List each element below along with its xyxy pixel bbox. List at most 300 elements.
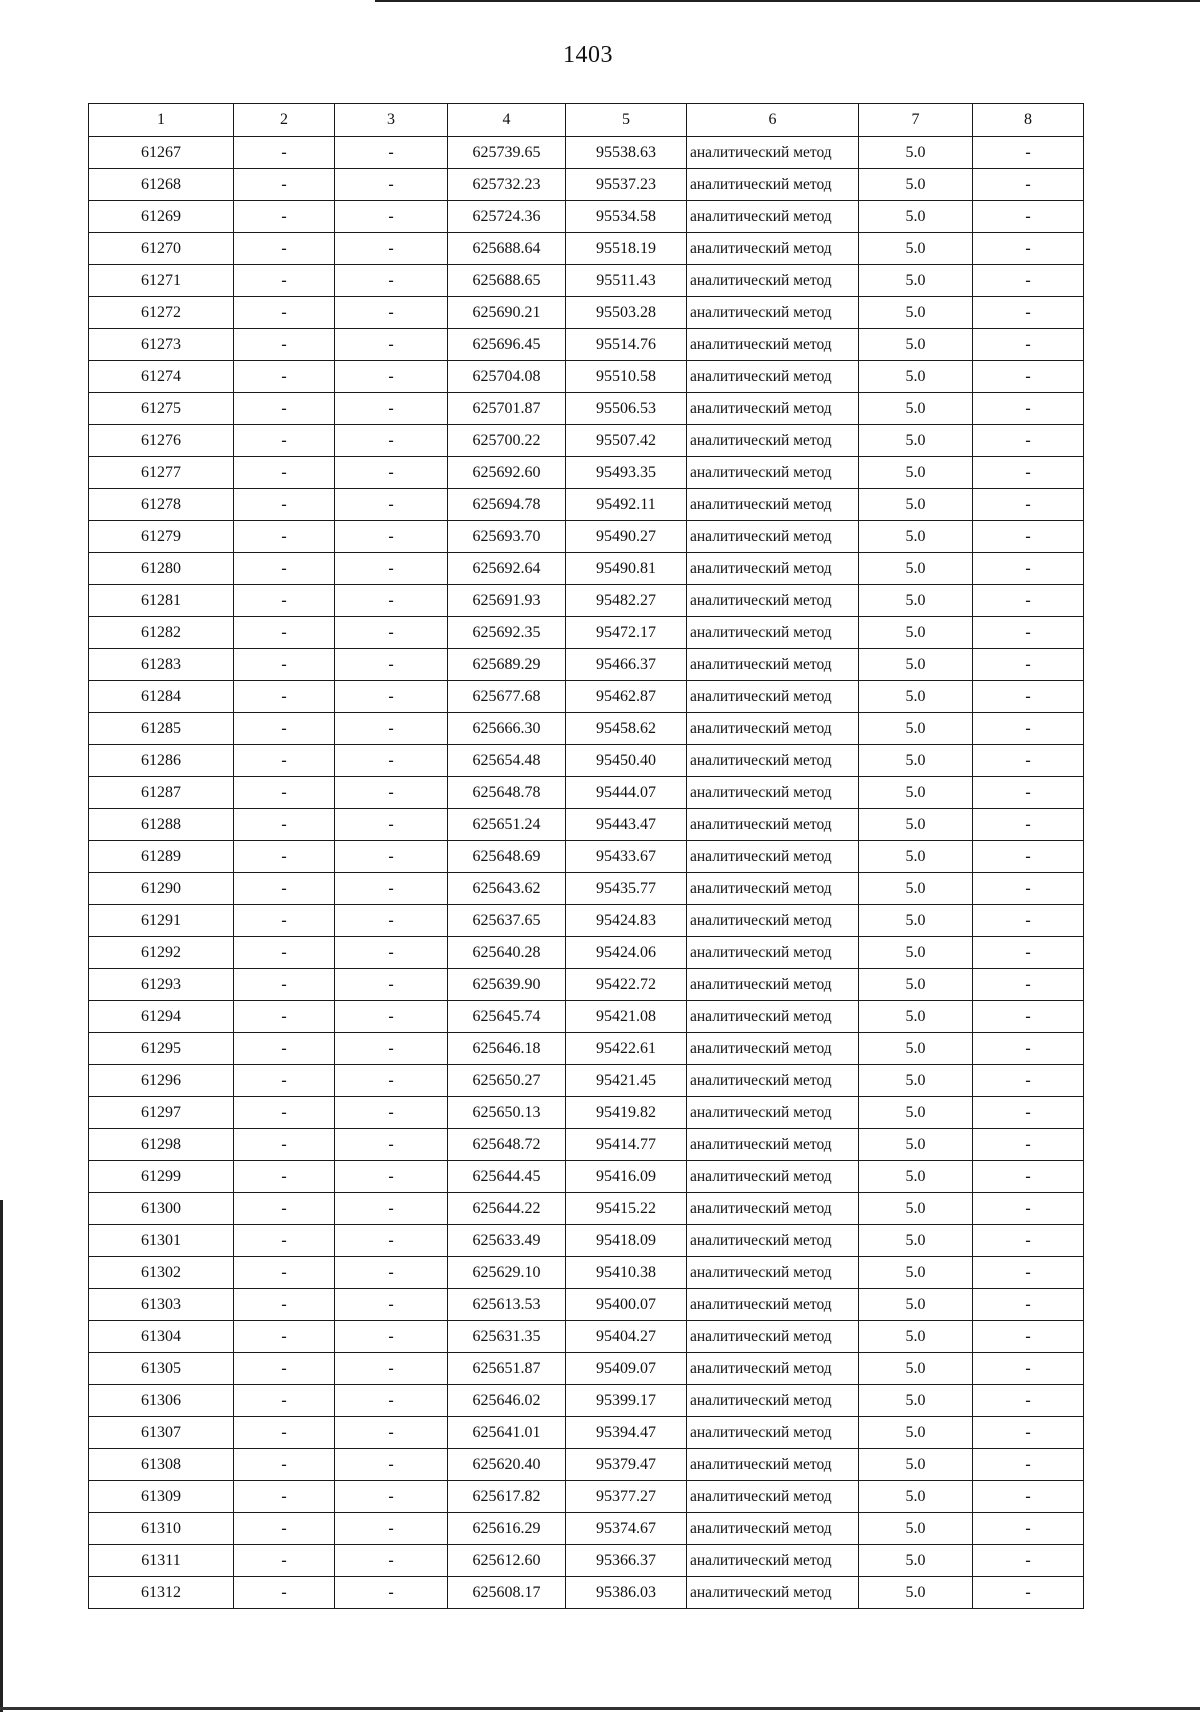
col3-cell: - [335, 937, 448, 969]
col8-cell: - [973, 1577, 1084, 1609]
col8-cell: - [973, 1321, 1084, 1353]
point-number-cell: 61293 [89, 969, 234, 1001]
col3-cell: - [335, 521, 448, 553]
col8-cell: - [973, 1161, 1084, 1193]
y-coordinate-cell: 95374.67 [566, 1513, 687, 1545]
method-cell: аналитический метод [687, 1353, 859, 1385]
col8-cell: - [973, 1097, 1084, 1129]
x-coordinate-cell: 625644.22 [448, 1193, 566, 1225]
x-coordinate-cell: 625633.49 [448, 1225, 566, 1257]
table-row [89, 1449, 1084, 1481]
table-row [89, 681, 1084, 713]
method-cell: аналитический метод [687, 329, 859, 361]
col2-cell: - [234, 137, 335, 169]
method-cell: аналитический метод [687, 1545, 859, 1577]
col8-cell: - [973, 1289, 1084, 1321]
method-cell: аналитический метод [687, 1449, 859, 1481]
column-header: 3 [335, 104, 448, 137]
accuracy-cell: 5.0 [859, 393, 973, 425]
y-coordinate-cell: 95506.53 [566, 393, 687, 425]
x-coordinate-cell: 625617.82 [448, 1481, 566, 1513]
col2-cell: - [234, 681, 335, 713]
y-coordinate-cell: 95492.11 [566, 489, 687, 521]
x-coordinate-cell: 625650.13 [448, 1097, 566, 1129]
accuracy-cell: 5.0 [859, 329, 973, 361]
table-header-row [89, 104, 1084, 137]
col2-cell: - [234, 1193, 335, 1225]
x-coordinate-cell: 625666.30 [448, 713, 566, 745]
method-cell: аналитический метод [687, 841, 859, 873]
y-coordinate-cell: 95444.07 [566, 777, 687, 809]
method-cell: аналитический метод [687, 1161, 859, 1193]
table-body [89, 137, 1084, 1609]
x-coordinate-cell: 625692.35 [448, 617, 566, 649]
col8-cell: - [973, 1065, 1084, 1097]
table-row [89, 777, 1084, 809]
point-number-cell: 61301 [89, 1225, 234, 1257]
point-number-cell: 61279 [89, 521, 234, 553]
col3-cell: - [335, 425, 448, 457]
col3-cell: - [335, 1385, 448, 1417]
point-number-cell: 61274 [89, 361, 234, 393]
table-row [89, 265, 1084, 297]
method-cell: аналитический метод [687, 201, 859, 233]
table-row [89, 745, 1084, 777]
point-number-cell: 61307 [89, 1417, 234, 1449]
x-coordinate-cell: 625650.27 [448, 1065, 566, 1097]
col3-cell: - [335, 1065, 448, 1097]
method-cell: аналитический метод [687, 233, 859, 265]
method-cell: аналитический метод [687, 1481, 859, 1513]
y-coordinate-cell: 95421.45 [566, 1065, 687, 1097]
table-row [89, 297, 1084, 329]
x-coordinate-cell: 625700.22 [448, 425, 566, 457]
point-number-cell: 61282 [89, 617, 234, 649]
point-number-cell: 61309 [89, 1481, 234, 1513]
col3-cell: - [335, 457, 448, 489]
accuracy-cell: 5.0 [859, 169, 973, 201]
col2-cell: - [234, 1545, 335, 1577]
table-row [89, 457, 1084, 489]
column-header: 4 [448, 104, 566, 137]
table-row [89, 1353, 1084, 1385]
col3-cell: - [335, 905, 448, 937]
point-number-cell: 61294 [89, 1001, 234, 1033]
y-coordinate-cell: 95490.81 [566, 553, 687, 585]
point-number-cell: 61306 [89, 1385, 234, 1417]
accuracy-cell: 5.0 [859, 745, 973, 777]
col3-cell: - [335, 841, 448, 873]
col3-cell: - [335, 1321, 448, 1353]
y-coordinate-cell: 95414.77 [566, 1129, 687, 1161]
col8-cell: - [973, 521, 1084, 553]
table-row [89, 1033, 1084, 1065]
col2-cell: - [234, 1257, 335, 1289]
accuracy-cell: 5.0 [859, 905, 973, 937]
y-coordinate-cell: 95377.27 [566, 1481, 687, 1513]
accuracy-cell: 5.0 [859, 553, 973, 585]
scan-edge-bottom [0, 1707, 1200, 1710]
y-coordinate-cell: 95400.07 [566, 1289, 687, 1321]
table-row [89, 233, 1084, 265]
y-coordinate-cell: 95510.58 [566, 361, 687, 393]
x-coordinate-cell: 625608.17 [448, 1577, 566, 1609]
accuracy-cell: 5.0 [859, 361, 973, 393]
method-cell: аналитический метод [687, 649, 859, 681]
col3-cell: - [335, 1513, 448, 1545]
y-coordinate-cell: 95409.07 [566, 1353, 687, 1385]
table-row [89, 393, 1084, 425]
col8-cell: - [973, 393, 1084, 425]
method-cell: аналитический метод [687, 777, 859, 809]
x-coordinate-cell: 625651.87 [448, 1353, 566, 1385]
y-coordinate-cell: 95511.43 [566, 265, 687, 297]
col8-cell: - [973, 1193, 1084, 1225]
col2-cell: - [234, 1225, 335, 1257]
point-number-cell: 61269 [89, 201, 234, 233]
accuracy-cell: 5.0 [859, 1129, 973, 1161]
y-coordinate-cell: 95418.09 [566, 1225, 687, 1257]
accuracy-cell: 5.0 [859, 617, 973, 649]
col8-cell: - [973, 553, 1084, 585]
x-coordinate-cell: 625644.45 [448, 1161, 566, 1193]
point-number-cell: 61311 [89, 1545, 234, 1577]
table-row [89, 969, 1084, 1001]
table-row [89, 809, 1084, 841]
method-cell: аналитический метод [687, 1065, 859, 1097]
method-cell: аналитический метод [687, 1225, 859, 1257]
method-cell: аналитический метод [687, 1577, 859, 1609]
y-coordinate-cell: 95490.27 [566, 521, 687, 553]
col8-cell: - [973, 1385, 1084, 1417]
col2-cell: - [234, 1097, 335, 1129]
table-row [89, 1417, 1084, 1449]
point-number-cell: 61283 [89, 649, 234, 681]
y-coordinate-cell: 95366.37 [566, 1545, 687, 1577]
col3-cell: - [335, 777, 448, 809]
col8-cell: - [973, 1033, 1084, 1065]
method-cell: аналитический метод [687, 1129, 859, 1161]
x-coordinate-cell: 625732.23 [448, 169, 566, 201]
col3-cell: - [335, 393, 448, 425]
col2-cell: - [234, 1065, 335, 1097]
x-coordinate-cell: 625724.36 [448, 201, 566, 233]
col2-cell: - [234, 1449, 335, 1481]
col3-cell: - [335, 137, 448, 169]
y-coordinate-cell: 95493.35 [566, 457, 687, 489]
x-coordinate-cell: 625690.21 [448, 297, 566, 329]
col8-cell: - [973, 361, 1084, 393]
x-coordinate-cell: 625648.72 [448, 1129, 566, 1161]
table-row [89, 361, 1084, 393]
table-row [89, 1193, 1084, 1225]
col8-cell: - [973, 969, 1084, 1001]
col8-cell: - [973, 1481, 1084, 1513]
table-row [89, 1577, 1084, 1609]
table-row [89, 425, 1084, 457]
table-row [89, 1289, 1084, 1321]
col2-cell: - [234, 457, 335, 489]
x-coordinate-cell: 625677.68 [448, 681, 566, 713]
x-coordinate-cell: 625641.01 [448, 1417, 566, 1449]
accuracy-cell: 5.0 [859, 873, 973, 905]
accuracy-cell: 5.0 [859, 425, 973, 457]
point-number-cell: 61304 [89, 1321, 234, 1353]
col2-cell: - [234, 425, 335, 457]
accuracy-cell: 5.0 [859, 1001, 973, 1033]
column-header: 2 [234, 104, 335, 137]
x-coordinate-cell: 625631.35 [448, 1321, 566, 1353]
point-number-cell: 61281 [89, 585, 234, 617]
y-coordinate-cell: 95482.27 [566, 585, 687, 617]
col2-cell: - [234, 969, 335, 1001]
accuracy-cell: 5.0 [859, 1321, 973, 1353]
accuracy-cell: 5.0 [859, 1577, 973, 1609]
method-cell: аналитический метод [687, 425, 859, 457]
col2-cell: - [234, 265, 335, 297]
col8-cell: - [973, 233, 1084, 265]
col8-cell: - [973, 873, 1084, 905]
col2-cell: - [234, 1385, 335, 1417]
method-cell: аналитический метод [687, 905, 859, 937]
method-cell: аналитический метод [687, 937, 859, 969]
col8-cell: - [973, 1545, 1084, 1577]
x-coordinate-cell: 625645.74 [448, 1001, 566, 1033]
method-cell: аналитический метод [687, 1417, 859, 1449]
y-coordinate-cell: 95394.47 [566, 1417, 687, 1449]
col2-cell: - [234, 1001, 335, 1033]
col2-cell: - [234, 361, 335, 393]
x-coordinate-cell: 625691.93 [448, 585, 566, 617]
x-coordinate-cell: 625701.87 [448, 393, 566, 425]
col2-cell: - [234, 201, 335, 233]
point-number-cell: 61272 [89, 297, 234, 329]
col3-cell: - [335, 809, 448, 841]
col2-cell: - [234, 617, 335, 649]
x-coordinate-cell: 625704.08 [448, 361, 566, 393]
point-number-cell: 61299 [89, 1161, 234, 1193]
accuracy-cell: 5.0 [859, 1257, 973, 1289]
method-cell: аналитический метод [687, 1385, 859, 1417]
y-coordinate-cell: 95422.72 [566, 969, 687, 1001]
col3-cell: - [335, 1449, 448, 1481]
col3-cell: - [335, 297, 448, 329]
y-coordinate-cell: 95537.23 [566, 169, 687, 201]
point-number-cell: 61303 [89, 1289, 234, 1321]
y-coordinate-cell: 95424.83 [566, 905, 687, 937]
col2-cell: - [234, 1129, 335, 1161]
col3-cell: - [335, 553, 448, 585]
table-row [89, 585, 1084, 617]
point-number-cell: 61285 [89, 713, 234, 745]
col3-cell: - [335, 1417, 448, 1449]
method-cell: аналитический метод [687, 521, 859, 553]
col8-cell: - [973, 425, 1084, 457]
col2-cell: - [234, 1321, 335, 1353]
method-cell: аналитический метод [687, 1033, 859, 1065]
point-number-cell: 61289 [89, 841, 234, 873]
point-number-cell: 61273 [89, 329, 234, 361]
method-cell: аналитический метод [687, 361, 859, 393]
col2-cell: - [234, 297, 335, 329]
col2-cell: - [234, 1353, 335, 1385]
col2-cell: - [234, 1513, 335, 1545]
x-coordinate-cell: 625739.65 [448, 137, 566, 169]
col2-cell: - [234, 1481, 335, 1513]
accuracy-cell: 5.0 [859, 713, 973, 745]
scan-edge-left [0, 1200, 3, 1712]
y-coordinate-cell: 95433.67 [566, 841, 687, 873]
method-cell: аналитический метод [687, 489, 859, 521]
x-coordinate-cell: 625629.10 [448, 1257, 566, 1289]
table-row [89, 1097, 1084, 1129]
y-coordinate-cell: 95422.61 [566, 1033, 687, 1065]
point-number-cell: 61297 [89, 1097, 234, 1129]
col3-cell: - [335, 1097, 448, 1129]
col2-cell: - [234, 521, 335, 553]
col8-cell: - [973, 265, 1084, 297]
y-coordinate-cell: 95421.08 [566, 1001, 687, 1033]
col8-cell: - [973, 841, 1084, 873]
col2-cell: - [234, 777, 335, 809]
point-number-cell: 61312 [89, 1577, 234, 1609]
accuracy-cell: 5.0 [859, 1481, 973, 1513]
y-coordinate-cell: 95419.82 [566, 1097, 687, 1129]
col8-cell: - [973, 201, 1084, 233]
method-cell: аналитический метод [687, 873, 859, 905]
col8-cell: - [973, 1129, 1084, 1161]
accuracy-cell: 5.0 [859, 489, 973, 521]
col3-cell: - [335, 713, 448, 745]
point-number-cell: 61288 [89, 809, 234, 841]
table-row [89, 169, 1084, 201]
col3-cell: - [335, 233, 448, 265]
x-coordinate-cell: 625640.28 [448, 937, 566, 969]
y-coordinate-cell: 95503.28 [566, 297, 687, 329]
x-coordinate-cell: 625688.65 [448, 265, 566, 297]
accuracy-cell: 5.0 [859, 649, 973, 681]
point-number-cell: 61270 [89, 233, 234, 265]
y-coordinate-cell: 95518.19 [566, 233, 687, 265]
col8-cell: - [973, 745, 1084, 777]
col2-cell: - [234, 1289, 335, 1321]
point-number-cell: 61286 [89, 745, 234, 777]
col2-cell: - [234, 809, 335, 841]
method-cell: аналитический метод [687, 393, 859, 425]
table-row [89, 1545, 1084, 1577]
col8-cell: - [973, 489, 1084, 521]
accuracy-cell: 5.0 [859, 265, 973, 297]
point-number-cell: 61267 [89, 137, 234, 169]
col3-cell: - [335, 1481, 448, 1513]
col3-cell: - [335, 1225, 448, 1257]
col2-cell: - [234, 873, 335, 905]
method-cell: аналитический метод [687, 265, 859, 297]
x-coordinate-cell: 625637.65 [448, 905, 566, 937]
table-row [89, 873, 1084, 905]
col3-cell: - [335, 969, 448, 1001]
col3-cell: - [335, 1577, 448, 1609]
col8-cell: - [973, 457, 1084, 489]
method-cell: аналитический метод [687, 553, 859, 585]
col3-cell: - [335, 1289, 448, 1321]
col3-cell: - [335, 873, 448, 905]
accuracy-cell: 5.0 [859, 1545, 973, 1577]
accuracy-cell: 5.0 [859, 201, 973, 233]
point-number-cell: 61287 [89, 777, 234, 809]
table-row [89, 649, 1084, 681]
column-header: 8 [973, 104, 1084, 137]
y-coordinate-cell: 95507.42 [566, 425, 687, 457]
point-number-cell: 61300 [89, 1193, 234, 1225]
x-coordinate-cell: 625689.29 [448, 649, 566, 681]
method-cell: аналитический метод [687, 969, 859, 1001]
column-header: 1 [89, 104, 234, 137]
col2-cell: - [234, 649, 335, 681]
col3-cell: - [335, 169, 448, 201]
col3-cell: - [335, 1129, 448, 1161]
col8-cell: - [973, 937, 1084, 969]
accuracy-cell: 5.0 [859, 1193, 973, 1225]
table-row [89, 329, 1084, 361]
x-coordinate-cell: 625654.48 [448, 745, 566, 777]
col2-cell: - [234, 329, 335, 361]
point-number-cell: 61291 [89, 905, 234, 937]
method-cell: аналитический метод [687, 1193, 859, 1225]
table-row [89, 201, 1084, 233]
page-number: 1403 [563, 42, 613, 68]
table-row [89, 1513, 1084, 1545]
y-coordinate-cell: 95379.47 [566, 1449, 687, 1481]
method-cell: аналитический метод [687, 681, 859, 713]
point-number-cell: 61295 [89, 1033, 234, 1065]
col3-cell: - [335, 1193, 448, 1225]
accuracy-cell: 5.0 [859, 681, 973, 713]
table-row [89, 1225, 1084, 1257]
x-coordinate-cell: 625696.45 [448, 329, 566, 361]
column-header: 5 [566, 104, 687, 137]
method-cell: аналитический метод [687, 1257, 859, 1289]
accuracy-cell: 5.0 [859, 1033, 973, 1065]
scan-edge-top [375, 0, 1200, 2]
x-coordinate-cell: 625648.69 [448, 841, 566, 873]
table-row [89, 1385, 1084, 1417]
x-coordinate-cell: 625688.64 [448, 233, 566, 265]
col8-cell: - [973, 713, 1084, 745]
point-number-cell: 61280 [89, 553, 234, 585]
x-coordinate-cell: 625693.70 [448, 521, 566, 553]
table-row [89, 137, 1084, 169]
method-cell: аналитический метод [687, 1289, 859, 1321]
col3-cell: - [335, 617, 448, 649]
col2-cell: - [234, 489, 335, 521]
x-coordinate-cell: 625612.60 [448, 1545, 566, 1577]
table-row [89, 1129, 1084, 1161]
col8-cell: - [973, 809, 1084, 841]
point-number-cell: 61271 [89, 265, 234, 297]
table-row [89, 1257, 1084, 1289]
y-coordinate-cell: 95462.87 [566, 681, 687, 713]
x-coordinate-cell: 625616.29 [448, 1513, 566, 1545]
x-coordinate-cell: 625613.53 [448, 1289, 566, 1321]
table-row [89, 905, 1084, 937]
col2-cell: - [234, 585, 335, 617]
accuracy-cell: 5.0 [859, 1065, 973, 1097]
table-row [89, 841, 1084, 873]
col8-cell: - [973, 1257, 1084, 1289]
col2-cell: - [234, 1033, 335, 1065]
y-coordinate-cell: 95416.09 [566, 1161, 687, 1193]
